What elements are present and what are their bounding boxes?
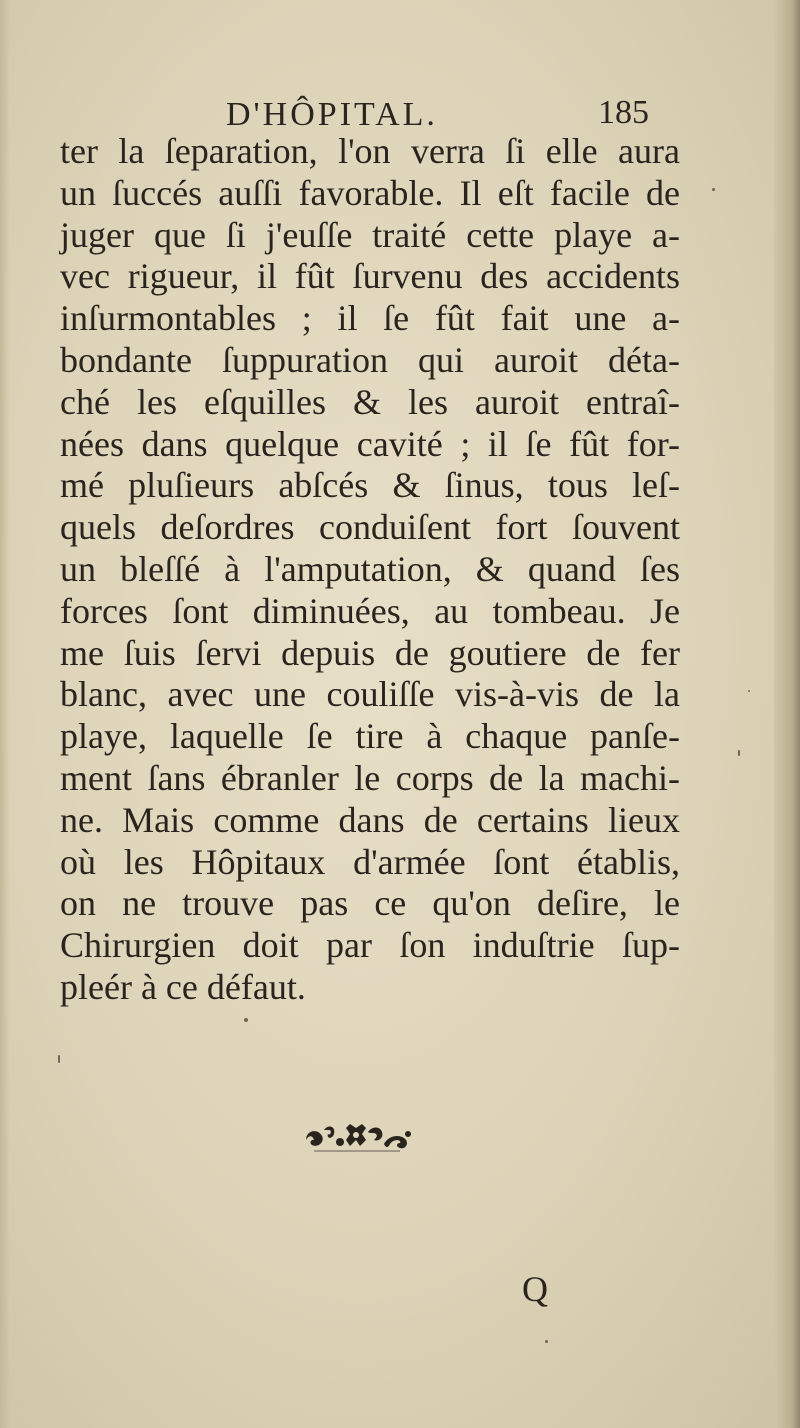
text-line: Chirurgien doit par ſon induſtrie ſup-: [60, 925, 680, 966]
text-line: forces ſont diminuées, au tombeau. Je: [60, 590, 680, 631]
text-line: me ſuis ſervi depuis de goutiere de fer: [60, 632, 680, 673]
fleuron-ornament-icon: [300, 1118, 415, 1158]
page-gutter-shadow: [0, 0, 10, 1428]
text-line: blanc, avec une couliſſe vis-à-vis de la: [60, 674, 680, 715]
paper-speck: [545, 1340, 548, 1343]
text-line: où les Hôpitaux d'armée ſont établis,: [60, 841, 680, 882]
text-line: pleér à ce défaut.: [60, 966, 306, 1007]
text-line: mé pluſieurs abſcés & ſinus, tous leſ-: [60, 465, 680, 506]
text-line: bondante ſuppuration qui auroit déta-: [60, 339, 680, 380]
paper-speck: [244, 1018, 248, 1022]
paper-speck: [58, 1055, 60, 1063]
text-line: ché les eſquilles & les auroit entraî-: [60, 381, 680, 422]
text-line: inſurmontables ; il ſe fût fait une a-: [60, 298, 680, 339]
text-line: ne. Mais comme dans de certains lieux: [60, 799, 680, 840]
text-line: on ne trouve pas ce qu'on deſire, le: [60, 883, 680, 924]
page-edge-shadow: [774, 0, 800, 1428]
text-line: juger que ſi j'euſſe traité cette playe a-: [60, 214, 680, 255]
paper-speck: [712, 188, 715, 191]
running-head: D'HÔPITAL.: [226, 96, 438, 133]
page-number: 185: [598, 94, 649, 131]
text-line: quels deſordres conduiſent fort ſouvent: [60, 507, 680, 548]
text-line: un bleſſé à l'amputation, & quand ſes: [60, 548, 680, 589]
catchword: Q: [522, 1269, 548, 1309]
body-text: [60, 131, 680, 1009]
text-line: nées dans quelque cavité ; il ſe fût for-: [60, 423, 680, 464]
text-line: vec rigueur, il fût ſurvenu des accidents: [60, 256, 680, 297]
paper-speck: [738, 750, 740, 756]
paper-speck: [748, 690, 750, 692]
text-line: playe, laquelle ſe tire à chaque panſe-: [60, 716, 680, 757]
text-line: ter la ſeparation, l'on verra ſi elle aura: [60, 131, 680, 171]
text-line: un ſuccés auſſi favorable. Il eſt facile de: [60, 172, 680, 213]
text-line: ment ſans ébranler le corps de la machi-: [60, 757, 680, 798]
